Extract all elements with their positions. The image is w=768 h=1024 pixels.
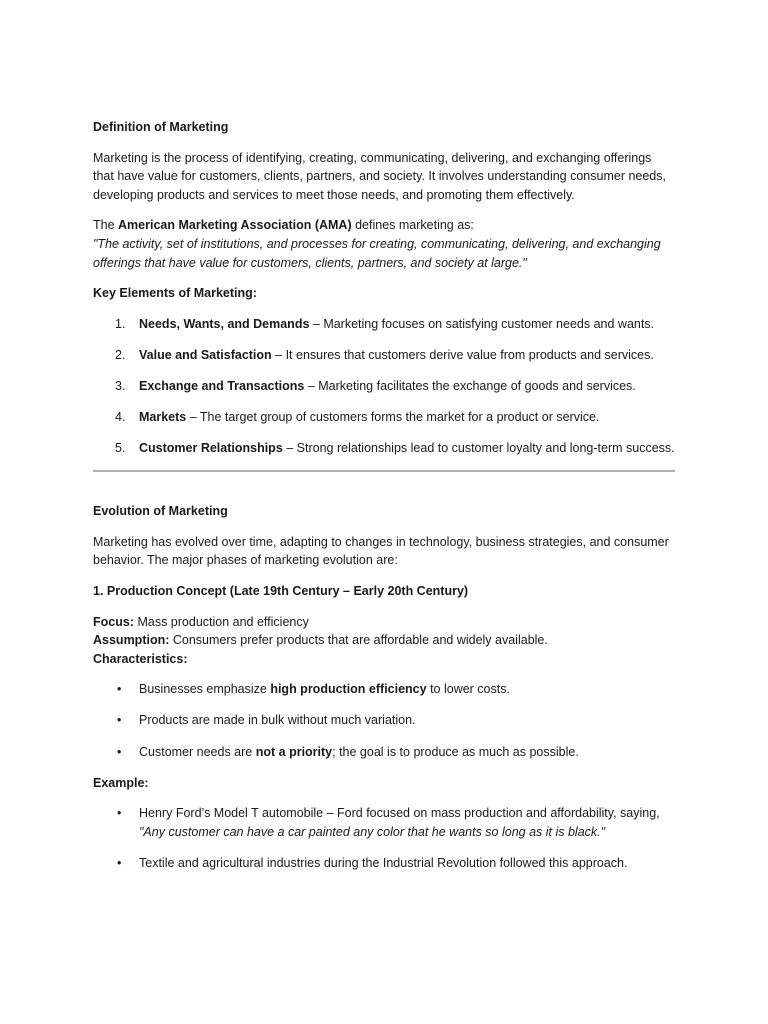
focus-text: Mass production and efficiency	[133, 614, 309, 629]
list-number: 3.	[115, 378, 126, 393]
element-desc: – Marketing focuses on satisfying customer needs and wants.	[309, 316, 655, 331]
evolution-heading: Evolution of Marketing	[93, 504, 228, 519]
element-desc: – The target group of customers forms the market for a product or service.	[186, 410, 600, 425]
example-label: Example:	[93, 775, 149, 790]
phase-details	[93, 613, 675, 669]
bullet: •	[117, 713, 122, 728]
bullet: •	[117, 744, 122, 759]
bullet: •	[117, 682, 122, 697]
list-number: 2.	[115, 347, 126, 362]
key-elements-heading: Key Elements of Marketing:	[93, 286, 257, 301]
horizontal-divider	[93, 470, 675, 472]
ama-quote: "The activity, set of institutions, and processes for creating, communicating, delivering, and exchanging offerings that have value for customers, clients, partners, and society at large."	[93, 236, 661, 270]
bullet: •	[117, 806, 122, 821]
ama-prefix: The	[93, 218, 119, 233]
list-item	[93, 854, 675, 873]
element-term: Customer Relationships	[139, 441, 283, 456]
bullet: •	[117, 855, 122, 870]
list-item	[93, 377, 675, 396]
list-item	[93, 804, 675, 841]
text: Customer needs are	[139, 744, 256, 759]
element-term: Markets	[139, 410, 187, 425]
evolution-paragraph: Marketing has evolved over time, adapting to changes in technology, business strategies, and consumer behavior. The major phases of marketing evolution are:	[93, 534, 669, 568]
examples-list	[93, 804, 675, 872]
list-item	[93, 408, 675, 427]
element-desc: – Strong relationships lead to customer loyalty and long-term success.	[282, 441, 675, 456]
list-item	[93, 680, 675, 699]
list-item	[93, 439, 675, 458]
list-item	[93, 711, 675, 730]
definition-paragraph: Marketing is the process of identifying, creating, communicating, delivering, and exchanging offerings that have value for customers, clients, partners, and society. It involves understanding consumer needs, developing products and services to meet those needs, and promoting them effectively.	[93, 150, 666, 202]
text: Textile and agricultural industries during the Industrial Revolution followed this approach.	[139, 855, 628, 870]
emphasis: high production efficiency	[270, 682, 427, 697]
key-elements-list	[93, 315, 675, 458]
list-number: 4.	[115, 410, 126, 425]
characteristics-list	[93, 680, 675, 761]
assumption-label: Assumption:	[93, 633, 170, 648]
list-number: 5.	[115, 441, 126, 456]
element-desc: – It ensures that customers derive value from products and services.	[271, 347, 654, 362]
ama-suffix: defines marketing as:	[351, 218, 474, 233]
list-item	[93, 743, 675, 762]
definition-heading: Definition of Marketing	[93, 120, 229, 134]
emphasis: not a priority	[255, 744, 333, 759]
text: ; the goal is to produce as much as possible.	[332, 744, 579, 759]
characteristics-label: Characteristics:	[93, 651, 188, 666]
assumption-text: Consumers prefer products that are affordable and widely available.	[169, 633, 548, 648]
text: Products are made in bulk without much variation.	[139, 713, 416, 728]
list-item	[93, 346, 675, 365]
list-number: 1.	[115, 316, 126, 331]
phase-title: 1. Production Concept (Late 19th Century – Early 20th Century)	[93, 584, 469, 598]
ama-definition	[93, 216, 675, 272]
list-item	[93, 315, 675, 334]
text: Businesses emphasize	[139, 682, 271, 697]
element-term: Value and Satisfaction	[139, 347, 272, 362]
ford-quote: "Any customer can have a car painted any color that he wants so long as it is black."	[139, 824, 606, 839]
element-term: Needs, Wants, and Demands	[139, 316, 310, 331]
ama-name: American Marketing Association (AMA)	[118, 218, 352, 233]
focus-label: Focus:	[93, 614, 134, 629]
element-desc: – Marketing facilitates the exchange of goods and services.	[304, 378, 636, 393]
text: to lower costs.	[426, 682, 510, 697]
element-term: Exchange and Transactions	[139, 378, 305, 393]
text: Henry Ford’s Model T automobile – Ford focused on mass production and affordability, saying,	[139, 806, 660, 821]
